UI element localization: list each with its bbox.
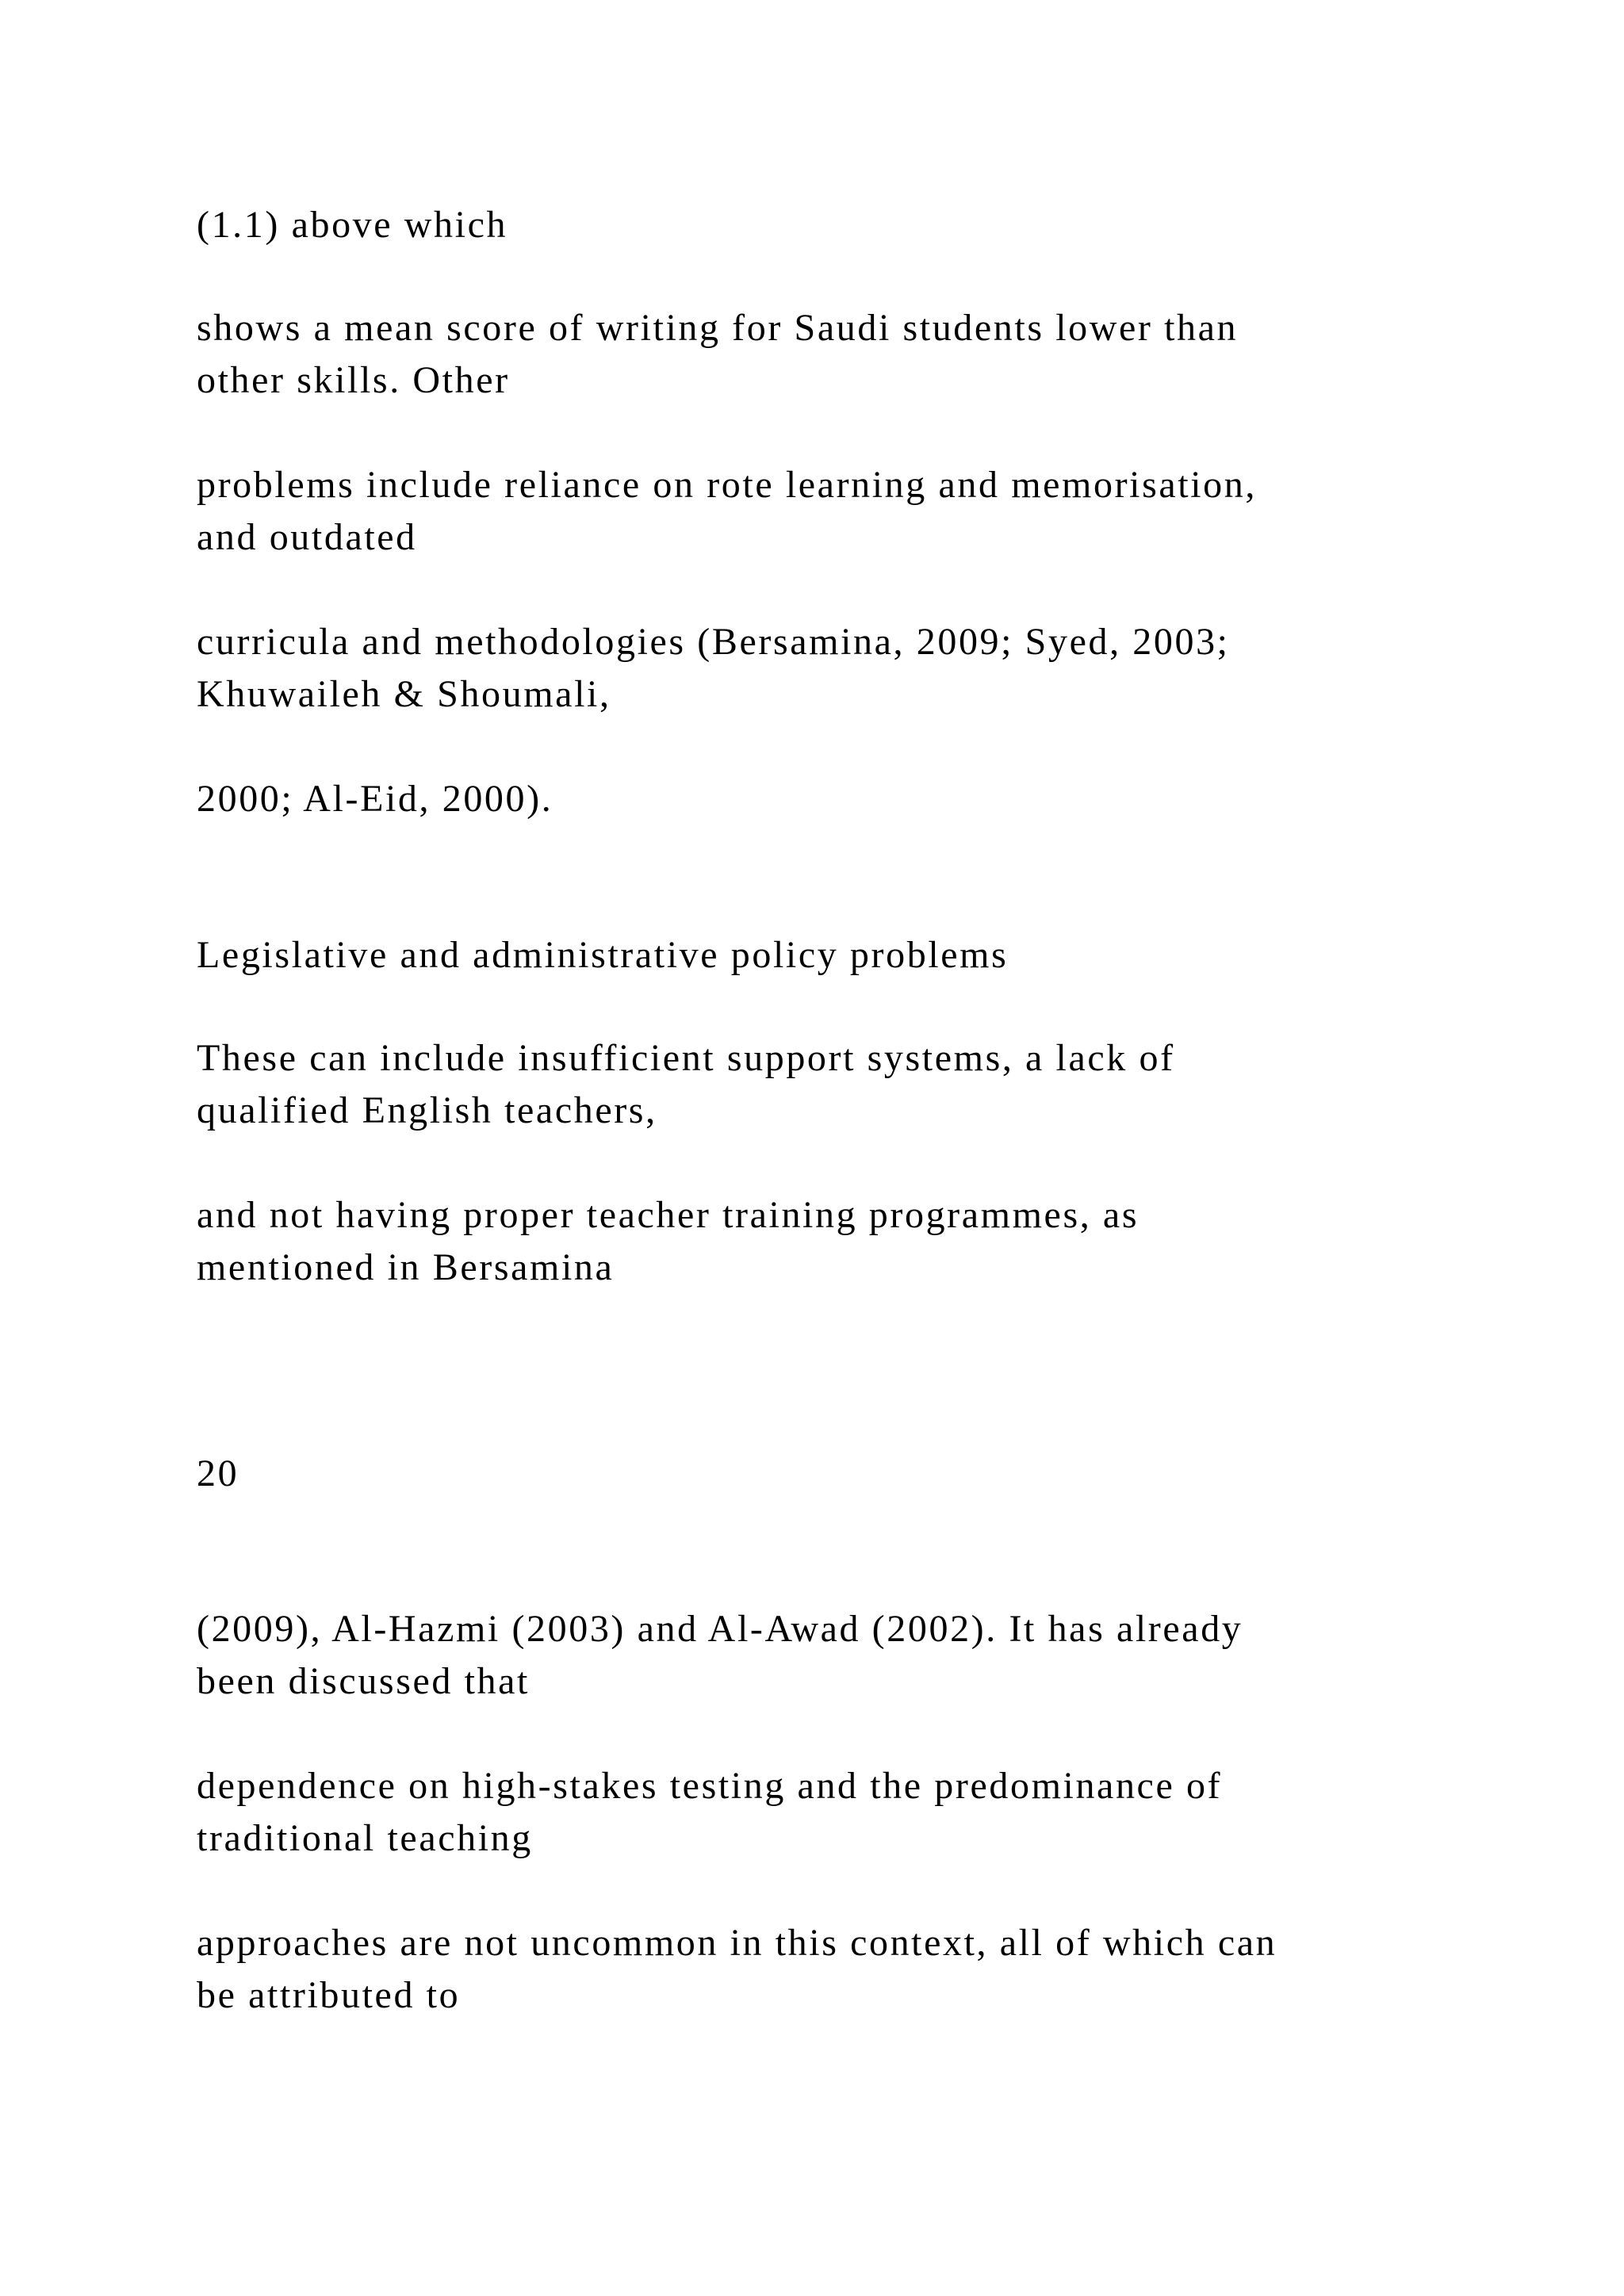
text-line: These can include insufficient support systems, a lack of — [197, 1037, 1175, 1079]
text-line: other skills. Other — [197, 359, 510, 401]
paragraph-8 — [197, 1603, 1450, 1708]
paragraph-6 — [197, 1032, 1450, 1137]
paragraph-1 — [197, 199, 1450, 251]
text-line: be attributed to — [197, 1974, 461, 2016]
text-line: been discussed that — [197, 1660, 530, 1702]
text-line: (1.1) above which — [197, 204, 508, 246]
text-line: 20 — [197, 1452, 239, 1494]
text-line: problems include reliance on rote learning and memorisation, — [197, 464, 1257, 506]
paragraph-9 — [197, 1760, 1450, 1865]
text-line: dependence on high-stakes testing and the predominance of — [197, 1765, 1223, 1807]
text-line: qualified English teachers, — [197, 1089, 657, 1131]
text-line: and outdated — [197, 516, 417, 558]
paragraph-4 — [197, 616, 1450, 721]
text-line: curricula and methodologies (Bersamina, 2009; Syed, 2003; — [197, 621, 1230, 663]
page-number — [197, 1448, 1450, 1500]
paragraph-10 — [197, 1917, 1450, 2022]
text-line: Khuwaileh & Shoumali, — [197, 673, 611, 715]
paragraph-5 — [197, 773, 1450, 825]
text-line: shows a mean score of writing for Saudi students lower than — [197, 307, 1239, 349]
section-heading — [197, 929, 1450, 982]
paragraph-2 — [197, 302, 1450, 407]
text-line: mentioned in Bersamina — [197, 1246, 615, 1288]
text-line: traditional teaching — [197, 1817, 533, 1859]
text-line: 2000; Al-Eid, 2000). — [197, 778, 553, 820]
text-line: Legislative and administrative policy problems — [197, 934, 1009, 976]
text-line: and not having proper teacher training programmes, as — [197, 1194, 1139, 1236]
text-line: (2009), Al-Hazmi (2003) and Al-Awad (2002). It has already — [197, 1608, 1243, 1650]
paragraph-7 — [197, 1189, 1450, 1294]
text-line: approaches are not uncommon in this context, all of which can — [197, 1922, 1277, 1964]
paragraph-3 — [197, 459, 1450, 564]
